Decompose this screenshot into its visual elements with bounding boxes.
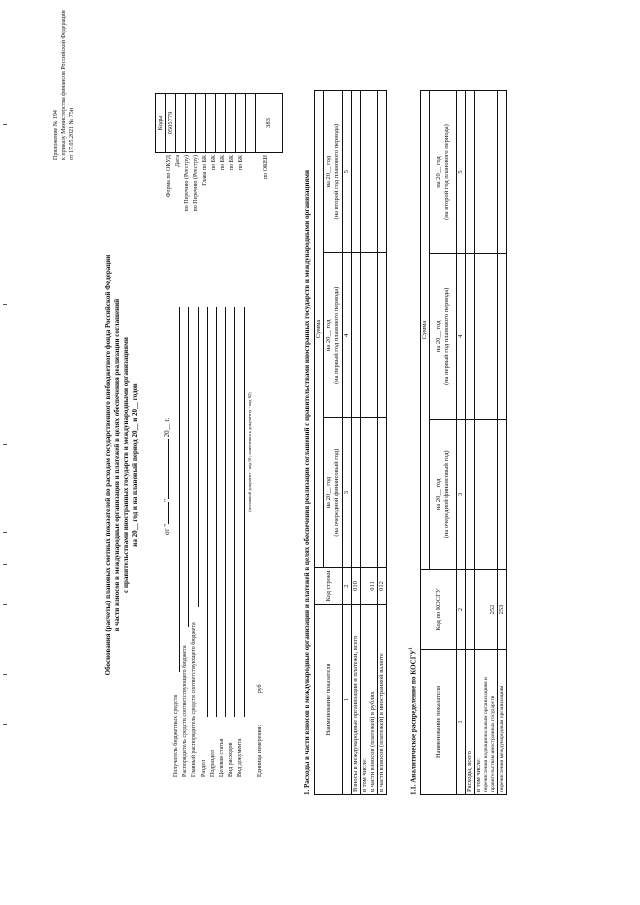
date-prefix: от ": [163, 523, 171, 535]
section-1-title: 1. Расходы в части взносов в международные организации и платежей в целях обеспечения реализации соглашений с правительствами иностранных государств и международными организациями: [303, 169, 311, 795]
col-number: 4: [457, 254, 466, 420]
title-line-2: в части взносов в международные организации и платежей в целях обеспечения реализации соглашений: [113, 298, 121, 632]
code-okud: 0505779: [166, 94, 176, 153]
field-label: Целевая статья: [218, 738, 225, 777]
col-number: 5: [343, 91, 352, 253]
code-okei: 383: [256, 94, 283, 153]
codes-header: Коды: [156, 94, 166, 153]
header-code: Код строки: [315, 568, 343, 605]
field-subsection: [209, 207, 218, 777]
label-okei: по ОКЕИ: [263, 155, 269, 180]
row-name: [475, 650, 498, 795]
row-name-text: в части взносов (платежей) в рублях: [369, 691, 376, 792]
page-title: [104, 135, 140, 795]
row-name: в части взносов (платежей) в иностранной валюте: [378, 605, 387, 795]
row-value: [498, 91, 507, 254]
row-code: 252: [475, 570, 498, 650]
header-year-1: [430, 419, 457, 569]
row-value: [378, 418, 387, 568]
row-value: [498, 254, 507, 420]
year-1-label: на 20__ год: [325, 476, 332, 509]
field-document-type: [236, 207, 245, 777]
year-1-label: на 20__ год: [435, 478, 442, 511]
left-fields: [172, 207, 266, 777]
row-value: [361, 253, 378, 418]
year-3-note: (на второй год планового периода): [443, 124, 450, 220]
section-1-table: [314, 90, 387, 795]
unit-row: [256, 207, 266, 777]
col-number: 4: [343, 253, 352, 418]
year-3-label: на 20__ год: [435, 156, 442, 188]
year-3-note: (на второй год планового периода): [333, 123, 340, 220]
label-bk-3: по БК: [229, 155, 235, 171]
row-name-text: в том числе:: [475, 758, 482, 792]
header-year-2: [430, 254, 457, 420]
scan-speck: [3, 532, 7, 533]
scan-speck: [3, 674, 7, 675]
appendix-block: [52, 10, 76, 160]
title-line-4: на 20__ год и на плановый период 20__ и 20__ годов: [131, 383, 139, 547]
appendix-line-1: Приложение № 194: [53, 110, 59, 160]
scan-speck: [3, 304, 7, 305]
table-row: [466, 91, 475, 795]
header-year-3: [430, 91, 457, 254]
code-registry-1: [186, 94, 196, 153]
header-name: Наименование показателя: [315, 605, 343, 795]
field-label: Главный распорядитель средств соответствующего бюджета: [191, 622, 198, 777]
field-section: [200, 207, 209, 777]
year-1-note: (на очередной финансовый год): [333, 448, 340, 537]
table-row: [378, 91, 387, 795]
row-value: [466, 419, 475, 569]
field-main-distributor: [190, 207, 199, 777]
code-date: [176, 94, 186, 153]
header-year-3: [324, 91, 343, 253]
row-code: 012: [378, 568, 387, 605]
code-target: [236, 94, 246, 153]
row-name-text: в том числе:: [361, 758, 368, 792]
row-name: [361, 605, 378, 795]
row-value: [361, 418, 378, 568]
label-chapter: Глава по БК: [202, 155, 208, 186]
row-value: [498, 419, 507, 569]
appendix-line-2: к приказу Министерства финансов Российской Федерации: [61, 10, 67, 160]
row-value: [361, 91, 378, 253]
document-type-note: (основной документ - код 01; изменения к документу - код 02): [246, 392, 252, 512]
year-1-note: (на очередной финансовый год): [443, 450, 450, 539]
table-row: [498, 91, 507, 795]
year-3-label: на 20__ год: [325, 155, 332, 188]
scan-speck: [3, 604, 7, 605]
row-code: 253: [498, 570, 507, 650]
scan-speck: [3, 724, 7, 725]
field-label: Получатель бюджетных средств: [173, 694, 179, 777]
row-name-text: перечисления наднациональным организациям и правительствам иностранных государств: [483, 677, 496, 792]
column-numbers-row: [343, 91, 352, 795]
date-line: [163, 418, 172, 535]
appendix-line-3: от 17.05.2021 № 75н: [69, 108, 75, 160]
row-name: Взносы в международные организации и платежи, всего: [352, 605, 361, 795]
label-bk-1: по БК: [211, 155, 217, 171]
scan-speck: [3, 564, 7, 565]
field-label: Вид документа: [237, 738, 244, 777]
row-value: [466, 91, 475, 254]
row-value: [352, 91, 361, 253]
row-value: [466, 254, 475, 420]
field-label: Подраздел: [209, 750, 216, 777]
col-number: 1: [343, 605, 352, 795]
table-row: [361, 91, 378, 795]
row-name: перечисления международным организациям: [498, 650, 507, 795]
row-value: [378, 253, 387, 418]
row-value: [378, 91, 387, 253]
section-1-1-title: [407, 647, 418, 795]
year-2-note: (на первый год планового периода): [443, 287, 450, 386]
date-quote: ": [163, 499, 171, 502]
unit-label: Единица измерения:: [256, 724, 263, 777]
section-1-1-title-text: 1.1. Аналитическое распределение по КОСГУ: [409, 649, 418, 795]
col-number: 2: [343, 568, 352, 605]
label-date: Дата: [175, 155, 181, 167]
right-labels: [165, 155, 272, 215]
col-number: 5: [457, 91, 466, 254]
field-distributor: [181, 207, 190, 777]
field-expense-type: [227, 207, 236, 777]
header-year-2: [324, 253, 343, 418]
year-2-label: на 20__ год: [325, 319, 332, 352]
row-value: [352, 418, 361, 568]
label-okud: Форма по ОКУД: [166, 155, 172, 198]
field-target-article: [218, 207, 227, 777]
codes-table: [155, 93, 283, 153]
label-registry-1: по Перечню (Реестру): [184, 155, 190, 212]
row-value: [352, 253, 361, 418]
field-label: Вид расходов: [228, 742, 235, 777]
row-value: [475, 91, 498, 254]
col-number: 3: [343, 418, 352, 568]
year-2-note: (на первый год планового периода): [333, 286, 340, 384]
title-line-1: Обоснования (расчеты) плановых сметных показателей по расходам государственного внебюджетного фонда Российской Федерации: [104, 254, 112, 676]
footnote-mark: 1: [409, 647, 414, 650]
date-suffix: 20__ г.: [163, 417, 171, 438]
code-subsection: [226, 94, 236, 153]
col-number: 3: [457, 419, 466, 569]
table-row: [352, 91, 361, 795]
scan-speck: [3, 124, 7, 125]
row-code: 010: [352, 568, 361, 605]
label-bk-4: по БК: [238, 155, 244, 171]
label-bk-2: по БК: [220, 155, 226, 171]
section-1-1-table: [420, 90, 507, 795]
header-sum: Сумма: [315, 91, 324, 568]
header-name: Наименование показателя: [421, 650, 457, 795]
header-year-1: [324, 418, 343, 568]
year-2-label: на 20__ год: [435, 320, 442, 353]
row-value: [475, 254, 498, 420]
unit-value: руб: [256, 684, 263, 694]
title-line-3: с правительствами иностранных государств и международными организациями: [122, 337, 130, 593]
row-code: [466, 570, 475, 650]
row-value: [475, 419, 498, 569]
code-section: [216, 94, 226, 153]
col-number: 1: [457, 650, 466, 795]
row-name: Расходы, всего: [466, 650, 475, 795]
field-label: Раздел: [200, 760, 207, 777]
label-registry-2: по Перечню (Реестру): [193, 155, 199, 212]
row-code: 011: [361, 568, 378, 605]
field-label: Распорядитель средств соответствующего бюджета: [182, 645, 189, 777]
code-expense-type: [246, 94, 256, 153]
scan-speck: [3, 444, 7, 445]
header-code: Код по КОСГУ: [421, 570, 457, 650]
field-recipient: [172, 207, 181, 777]
code-registry-2: [196, 94, 206, 153]
column-numbers-row: [457, 91, 466, 795]
code-chapter: [206, 94, 216, 153]
table-row: [475, 91, 498, 795]
header-sum: Сумма: [421, 91, 430, 570]
col-number: 2: [457, 570, 466, 650]
